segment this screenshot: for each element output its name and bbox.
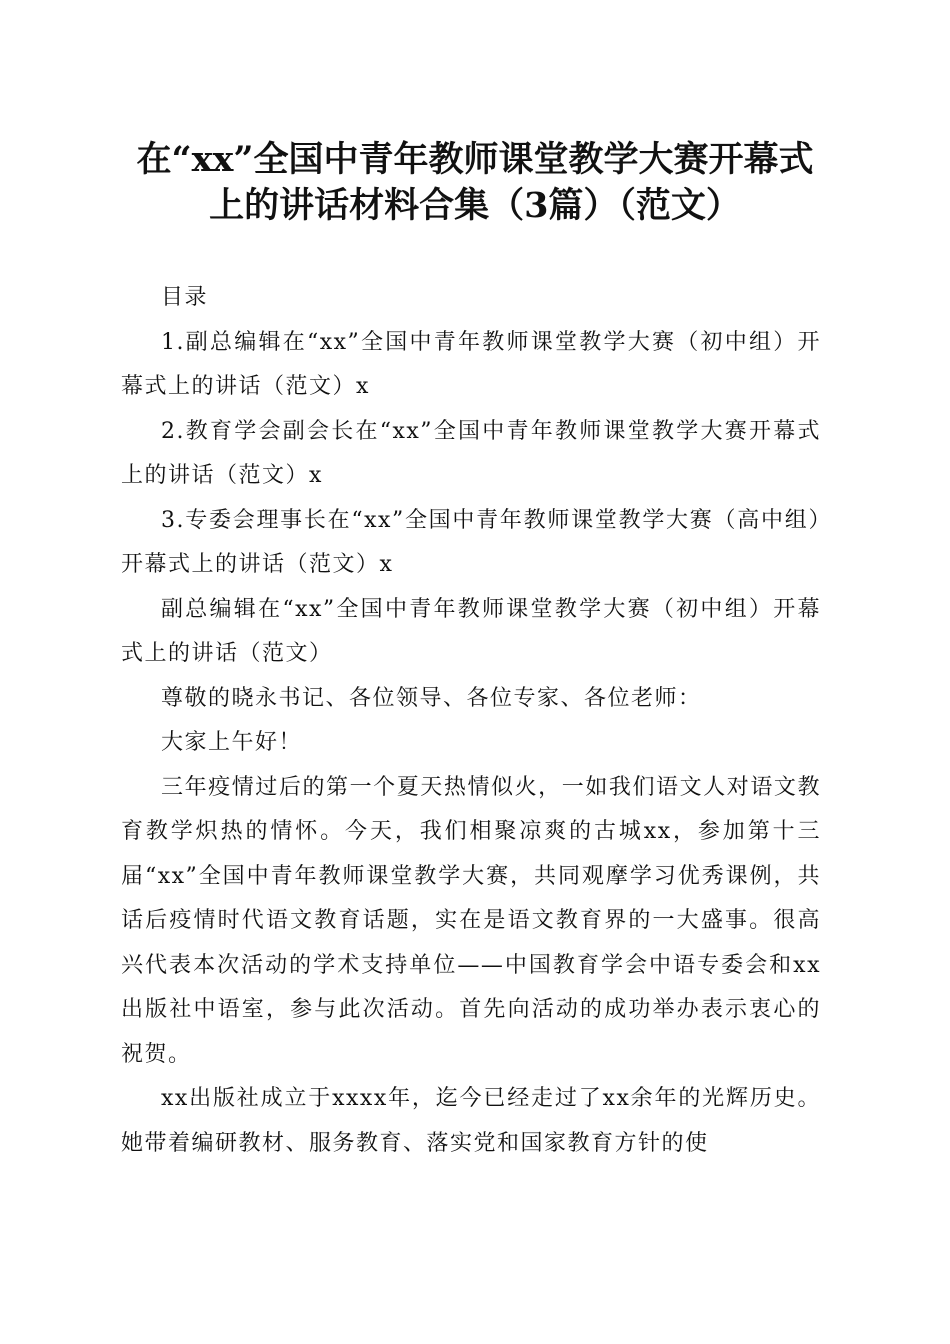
toc-item-2: 2.教育学会副会长在“xx”全国中青年教师课堂教学大赛开幕式上的讲话（范文）x — [121, 418, 821, 488]
document-body — [121, 276, 821, 1166]
paragraph: 三年疫情过后的第一个夏天热情似火，一如我们语文人对语文教育教学炽热的情怀。今天，我们相聚凉爽的古城xx，参加第十三届“xx”全国中青年教师课堂教学大赛，共同观摩学习优秀课例，共话后疫情时代语文教育话题，实在是语文教育界的一大盛事。很高兴代表本次活动的学术支持单位——中国教育学会中语专委会和xx出版社中语室，参与此次活动。首先向活动的成功举办表示衷心的祝贺。 — [121, 774, 821, 1067]
speech-title: 副总编辑在“xx”全国中青年教师课堂教学大赛（初中组）开幕式上的讲话（范文） — [121, 596, 821, 666]
paragraph: xx出版社成立于xxxx年，迄今已经走过了xx余年的光辉历史。她带着编研教材、服务教育、落实党和国家教育方针的使 — [121, 1086, 821, 1156]
toc-heading: 目录 — [161, 285, 209, 310]
document-title-line-1: 在“xx”全国中青年教师课堂教学大赛开幕式 — [136, 139, 814, 180]
salutation: 尊敬的晓永书记、各位领导、各位专家、各位老师： — [161, 685, 702, 711]
toc-item-3: 3.专委会理事长在“xx”全国中青年教师课堂教学大赛（高中组）开幕式上的讲话（范文）x — [121, 507, 821, 577]
greeting: 大家上午好！ — [161, 730, 303, 755]
document-title-line-2: 上的讲话材料合集（3篇）（范文） — [209, 185, 741, 226]
toc-item-1: 1.副总编辑在“xx”全国中青年教师课堂教学大赛（初中组）开幕式上的讲话（范文）x — [121, 329, 821, 399]
